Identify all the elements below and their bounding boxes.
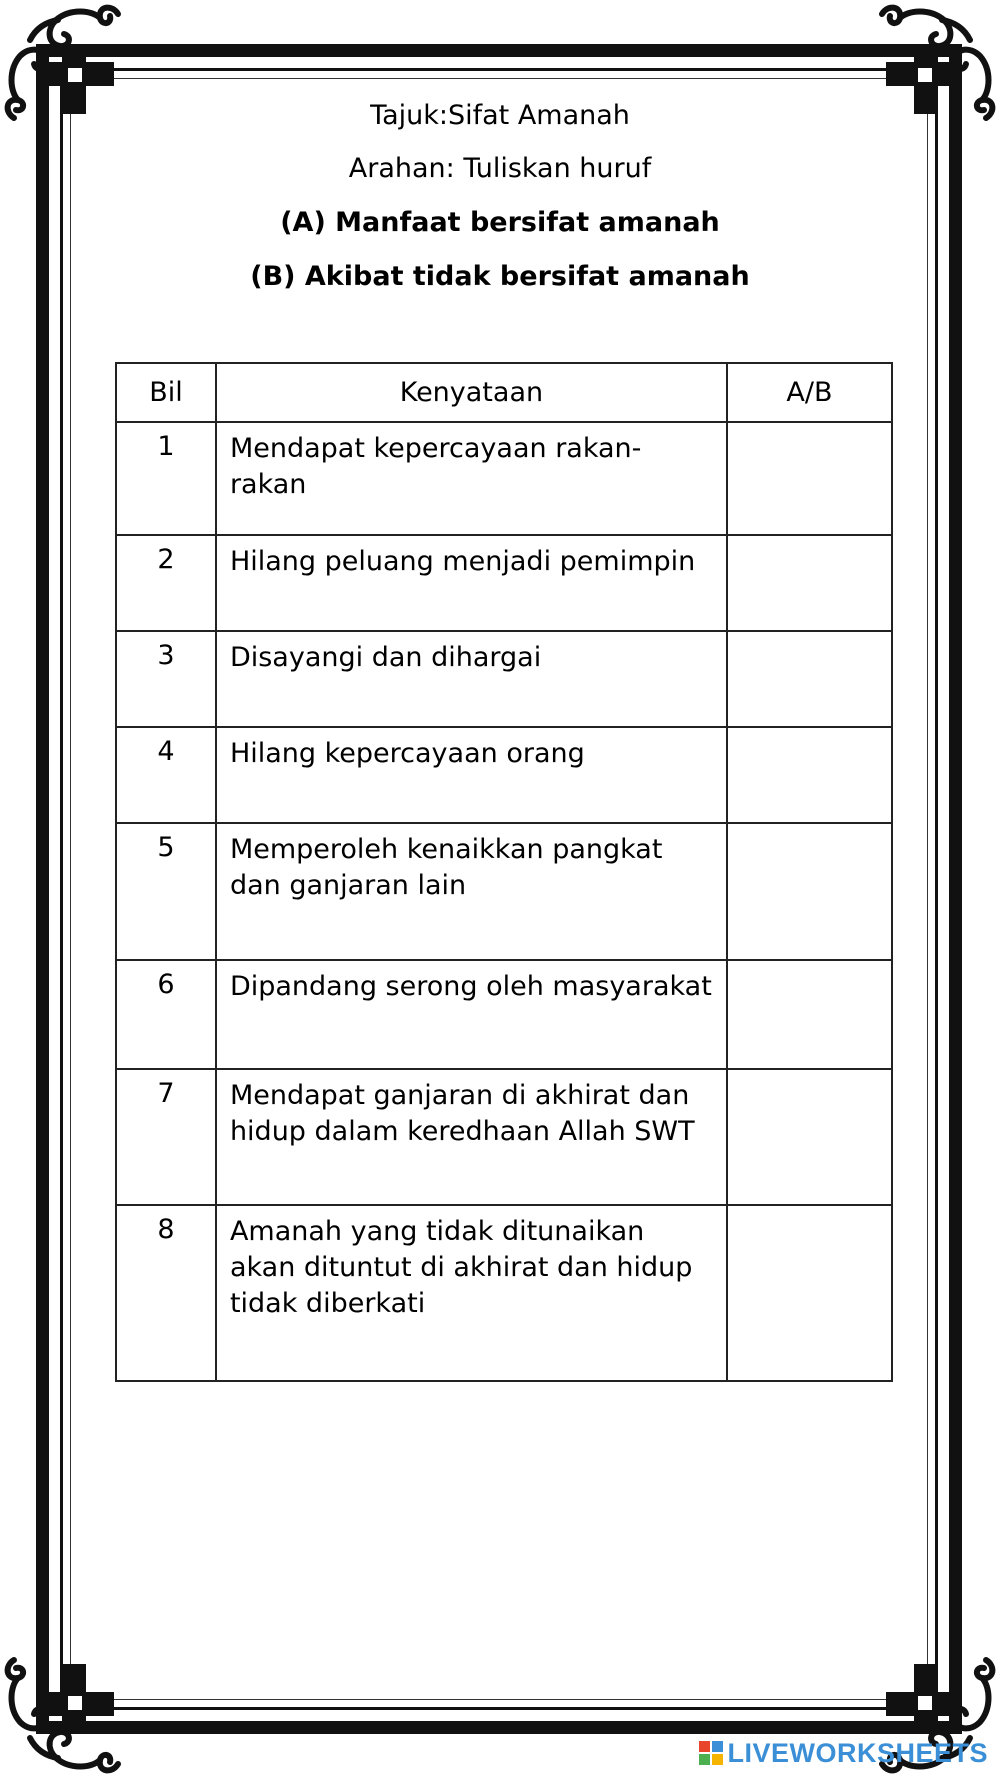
statement-text: Memperoleh kenaikkan pangkat dan ganjaran lain [229, 834, 663, 901]
table-row [116, 1069, 892, 1205]
statement-text: Mendapat kepercayaan rakan-rakan [229, 433, 642, 500]
table-row [116, 422, 892, 535]
row-number: 4 [157, 736, 175, 767]
logo-blocks-icon [699, 1741, 723, 1765]
row-number: 1 [157, 431, 175, 462]
statement-text: Hilang kepercayaan orang [229, 738, 585, 769]
statement-text: Dipandang serong oleh masyarakat [229, 971, 712, 1002]
header-kenyataan: Kenyataan [216, 363, 727, 422]
table-row [116, 727, 892, 823]
instruction-text: Arahan: Tuliskan huruf [348, 153, 652, 184]
answer-cell[interactable] [727, 1069, 892, 1205]
logo-text: LIVEWORKSHEETS [727, 1737, 988, 1768]
statement-text: Disayangi dan dihargai [229, 642, 542, 673]
table-row [116, 1205, 892, 1381]
option-b-label: (B) Akibat tidak bersifat amanah [250, 261, 750, 292]
statement-text: Amanah yang tidak ditunaikan akan dituntut di akhirat dan hidup tidak diberkati [229, 1216, 693, 1319]
row-number: 5 [157, 832, 175, 863]
statement-table [115, 362, 893, 1382]
option-a-label: (A) Manfaat bersifat amanah [280, 207, 720, 238]
table-row [116, 823, 892, 960]
table-row [116, 631, 892, 727]
table-header-row [116, 363, 892, 422]
statement-text: Mendapat ganjaran di akhirat dan hidup dalam keredhaan Allah SWT [229, 1080, 695, 1147]
liveworksheets-logo [699, 1736, 988, 1770]
row-number: 8 [157, 1214, 175, 1245]
worksheet-title: Tajuk:Sifat Amanah [370, 100, 630, 131]
row-number: 3 [157, 640, 175, 671]
answer-cell[interactable] [727, 727, 892, 823]
answer-cell[interactable] [727, 631, 892, 727]
table-row [116, 535, 892, 631]
header-ab: A/B [727, 363, 892, 422]
table-row [116, 960, 892, 1069]
answer-cell[interactable] [727, 1205, 892, 1381]
header-bil: Bil [116, 363, 216, 422]
answer-cell[interactable] [727, 960, 892, 1069]
answer-cell[interactable] [727, 823, 892, 960]
row-number: 7 [157, 1078, 175, 1109]
statement-text: Hilang peluang menjadi pemimpin [229, 546, 696, 577]
answer-cell[interactable] [727, 422, 892, 535]
corner-ornament-icon [0, 1648, 130, 1778]
row-number: 2 [157, 544, 175, 575]
answer-cell[interactable] [727, 535, 892, 631]
row-number: 6 [157, 969, 175, 1000]
